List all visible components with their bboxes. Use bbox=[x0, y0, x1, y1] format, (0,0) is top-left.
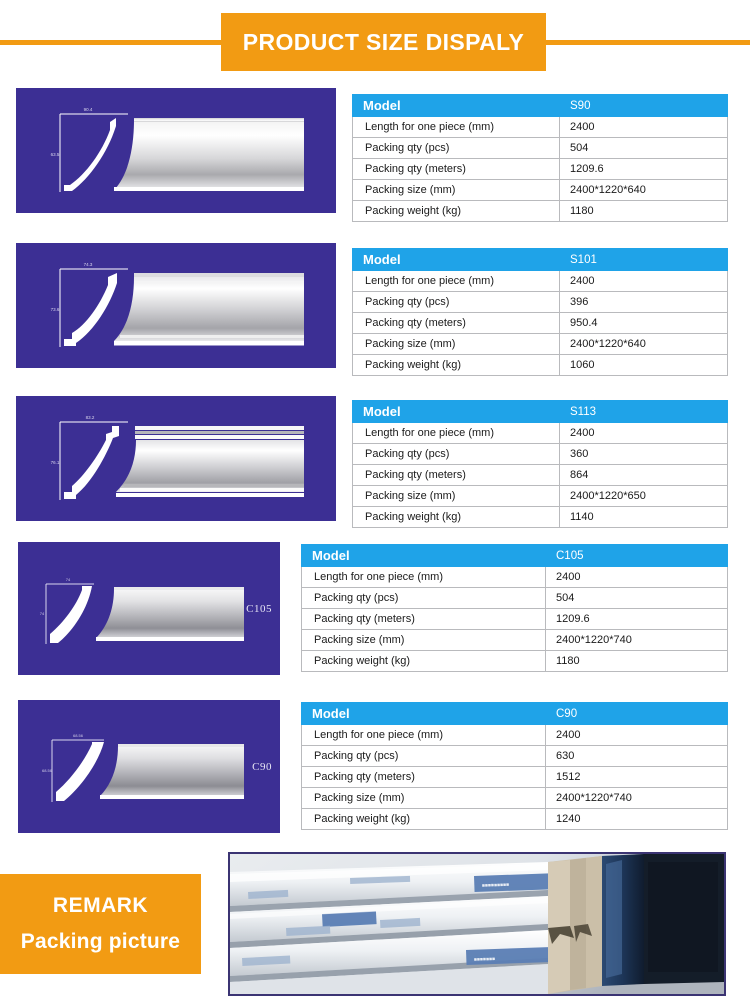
value-length: 2400 bbox=[560, 117, 728, 138]
packing-photo bbox=[228, 852, 726, 996]
value-model: S90 bbox=[560, 95, 728, 117]
label-size: Packing size (mm) bbox=[353, 334, 560, 355]
table-row bbox=[353, 292, 728, 313]
table-row bbox=[302, 767, 728, 788]
molding-profile-drawing-3 bbox=[18, 542, 280, 675]
value-size: 2400*1220*640 bbox=[560, 180, 728, 201]
label-qty-meters: Packing qty (meters) bbox=[302, 609, 546, 630]
label-qty-meters: Packing qty (meters) bbox=[353, 159, 560, 180]
svg-text:68.56: 68.56 bbox=[41, 768, 53, 773]
molding-profile-drawing-2 bbox=[16, 396, 336, 521]
table-row bbox=[353, 465, 728, 486]
table-row bbox=[353, 507, 728, 528]
value-qty-pcs: 504 bbox=[546, 588, 728, 609]
value-size: 2400*1220*640 bbox=[560, 334, 728, 355]
table-row bbox=[353, 334, 728, 355]
table-row bbox=[353, 159, 728, 180]
molding-profile-drawing-1 bbox=[16, 243, 336, 368]
value-weight: 1180 bbox=[560, 201, 728, 222]
table-row bbox=[353, 423, 728, 444]
svg-text:74: 74 bbox=[65, 577, 71, 582]
table-row bbox=[302, 651, 728, 672]
spec-table-0 bbox=[352, 94, 728, 222]
svg-text:■■■■■■■: ■■■■■■■ bbox=[473, 956, 496, 963]
label-model: Model bbox=[353, 401, 560, 423]
label-qty-meters: Packing qty (meters) bbox=[302, 767, 546, 788]
table-row bbox=[353, 313, 728, 334]
label-length: Length for one piece (mm) bbox=[302, 567, 546, 588]
label-model: Model bbox=[353, 95, 560, 117]
table-row bbox=[302, 809, 728, 830]
value-weight: 1140 bbox=[560, 507, 728, 528]
label-qty-pcs: Packing qty (pcs) bbox=[353, 292, 560, 313]
value-qty-meters: 950.4 bbox=[560, 313, 728, 334]
value-qty-pcs: 396 bbox=[560, 292, 728, 313]
svg-text:■■■■■■■■■: ■■■■■■■■■ bbox=[481, 882, 510, 889]
label-qty-pcs: Packing qty (pcs) bbox=[302, 588, 546, 609]
label-qty-pcs: Packing qty (pcs) bbox=[353, 138, 560, 159]
table-row bbox=[353, 486, 728, 507]
label-weight: Packing weight (kg) bbox=[353, 201, 560, 222]
svg-text:83.2: 83.2 bbox=[85, 415, 95, 420]
remark-box bbox=[0, 874, 201, 974]
table-row bbox=[302, 725, 728, 746]
table-row bbox=[302, 630, 728, 651]
svg-text:74: 74 bbox=[39, 611, 45, 616]
svg-text:90.4: 90.4 bbox=[83, 107, 93, 112]
value-length: 2400 bbox=[546, 567, 728, 588]
label-weight: Packing weight (kg) bbox=[302, 809, 546, 830]
value-model: C90 bbox=[546, 703, 728, 725]
spec-table-4 bbox=[301, 702, 728, 830]
value-length: 2400 bbox=[560, 271, 728, 292]
label-length: Length for one piece (mm) bbox=[353, 271, 560, 292]
panel-model-label-4: C90 bbox=[252, 760, 272, 773]
spec-table-3 bbox=[301, 544, 728, 672]
value-weight: 1060 bbox=[560, 355, 728, 376]
label-weight: Packing weight (kg) bbox=[353, 355, 560, 376]
label-size: Packing size (mm) bbox=[302, 630, 546, 651]
table-row bbox=[353, 444, 728, 465]
page-title: PRODUCT SIZE DISPALY bbox=[242, 28, 525, 55]
value-weight: 1180 bbox=[546, 651, 728, 672]
label-qty-pcs: Packing qty (pcs) bbox=[353, 444, 560, 465]
table-row bbox=[353, 117, 728, 138]
value-size: 2400*1220*740 bbox=[546, 788, 728, 809]
value-model: C105 bbox=[546, 545, 728, 567]
table-row bbox=[353, 355, 728, 376]
value-length: 2400 bbox=[546, 725, 728, 746]
table-row bbox=[353, 271, 728, 292]
value-qty-meters: 1512 bbox=[546, 767, 728, 788]
value-length: 2400 bbox=[560, 423, 728, 444]
spec-table-2 bbox=[352, 400, 728, 528]
label-qty-meters: Packing qty (meters) bbox=[353, 465, 560, 486]
table-row bbox=[302, 788, 728, 809]
product-image-panel-4 bbox=[18, 700, 280, 833]
label-weight: Packing weight (kg) bbox=[302, 651, 546, 672]
product-image-panel-3 bbox=[18, 542, 280, 675]
label-length: Length for one piece (mm) bbox=[353, 423, 560, 444]
spec-table-1 bbox=[352, 248, 728, 376]
table-row bbox=[353, 180, 728, 201]
value-qty-meters: 864 bbox=[560, 465, 728, 486]
table-row bbox=[302, 609, 728, 630]
panel-model-label-3: C105 bbox=[246, 602, 272, 615]
header-banner bbox=[221, 13, 546, 71]
label-size: Packing size (mm) bbox=[302, 788, 546, 809]
table-row-model bbox=[302, 703, 728, 725]
molding-profile-drawing-4 bbox=[18, 700, 280, 833]
svg-text:73.6: 73.6 bbox=[50, 307, 60, 312]
label-qty-pcs: Packing qty (pcs) bbox=[302, 746, 546, 767]
product-image-panel-2 bbox=[16, 396, 336, 521]
svg-text:74.3: 74.3 bbox=[83, 262, 93, 267]
table-row bbox=[353, 138, 728, 159]
remark-subtitle: Packing picture bbox=[20, 930, 181, 953]
value-qty-pcs: 504 bbox=[560, 138, 728, 159]
product-image-panel-0 bbox=[16, 88, 336, 213]
product-image-panel-1 bbox=[16, 243, 336, 368]
label-weight: Packing weight (kg) bbox=[353, 507, 560, 528]
molding-profile-drawing-0 bbox=[16, 88, 336, 213]
table-row-model bbox=[353, 95, 728, 117]
label-model: Model bbox=[302, 703, 546, 725]
packing-photo-image bbox=[230, 854, 724, 994]
svg-text:63.5: 63.5 bbox=[50, 152, 60, 157]
remark-title: REMARK bbox=[52, 894, 149, 917]
value-qty-meters: 1209.6 bbox=[560, 159, 728, 180]
table-row bbox=[302, 588, 728, 609]
svg-text:76.1: 76.1 bbox=[50, 460, 60, 465]
value-weight: 1240 bbox=[546, 809, 728, 830]
label-size: Packing size (mm) bbox=[353, 486, 560, 507]
label-length: Length for one piece (mm) bbox=[353, 117, 560, 138]
label-length: Length for one piece (mm) bbox=[302, 725, 546, 746]
value-model: S101 bbox=[560, 249, 728, 271]
table-row-model bbox=[353, 249, 728, 271]
table-row bbox=[302, 567, 728, 588]
svg-text:68.56: 68.56 bbox=[72, 733, 84, 738]
table-row bbox=[302, 746, 728, 767]
value-qty-pcs: 360 bbox=[560, 444, 728, 465]
label-size: Packing size (mm) bbox=[353, 180, 560, 201]
page-header bbox=[0, 0, 750, 82]
value-qty-pcs: 630 bbox=[546, 746, 728, 767]
value-size: 2400*1220*650 bbox=[560, 486, 728, 507]
table-row bbox=[353, 201, 728, 222]
table-row-model bbox=[353, 401, 728, 423]
value-qty-meters: 1209.6 bbox=[546, 609, 728, 630]
label-qty-meters: Packing qty (meters) bbox=[353, 313, 560, 334]
label-model: Model bbox=[353, 249, 560, 271]
table-row-model bbox=[302, 545, 728, 567]
value-model: S113 bbox=[560, 401, 728, 423]
label-model: Model bbox=[302, 545, 546, 567]
value-size: 2400*1220*740 bbox=[546, 630, 728, 651]
